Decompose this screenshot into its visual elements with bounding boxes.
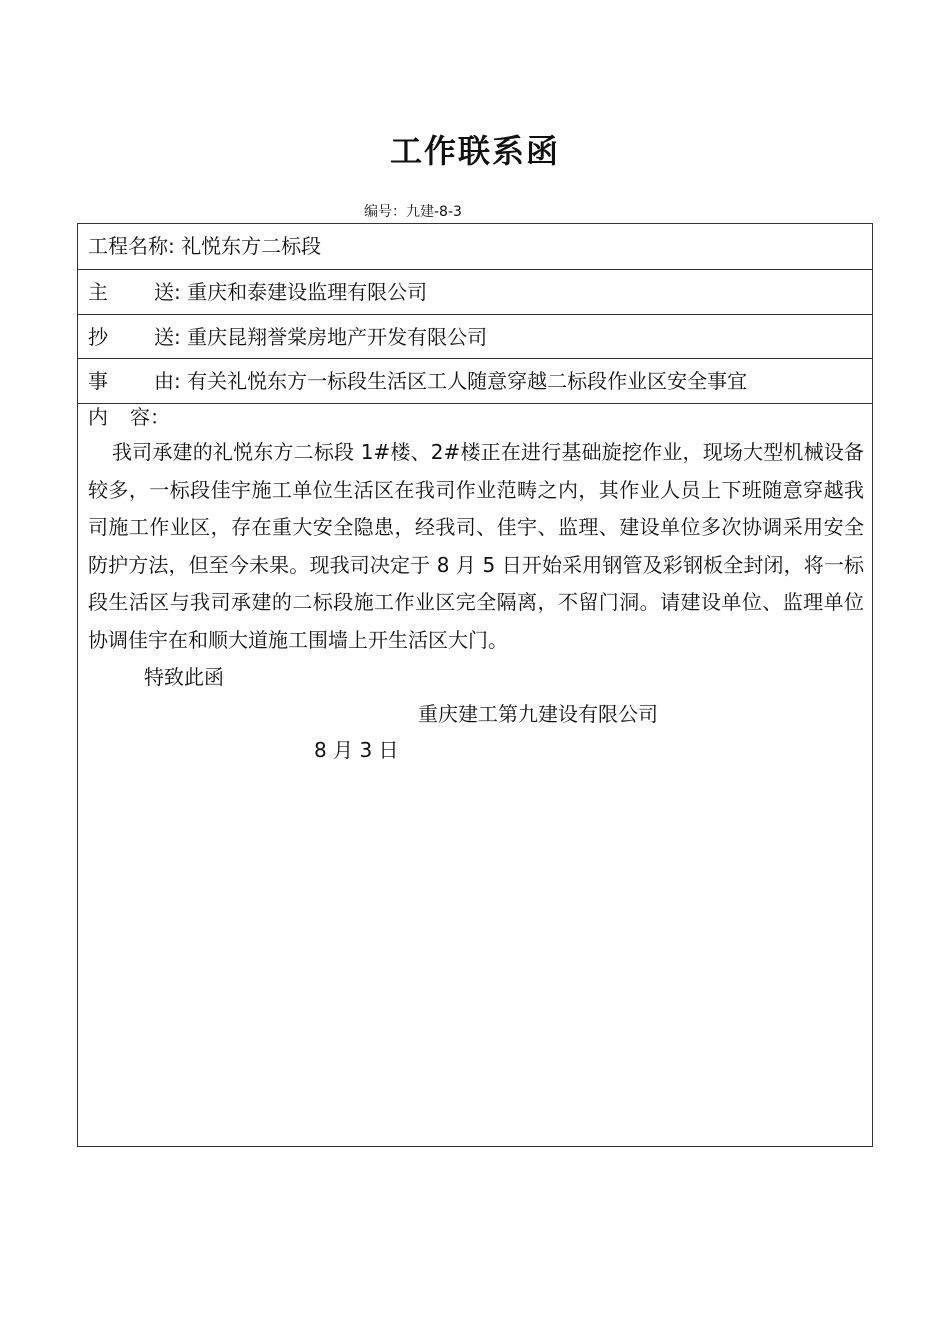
copy-to-row (78, 315, 872, 359)
subject-label-second: 由: (154, 369, 181, 393)
content-label-second: 容： (130, 405, 170, 429)
subject-row (78, 359, 872, 404)
main-recipient-row (78, 270, 872, 315)
subject-label-first: 事 (88, 369, 108, 393)
letter-date: 8 月 3 日 (314, 738, 399, 762)
closing-phrase: 特致此函 (144, 665, 224, 689)
project-name-value: 礼悦东方二标段 (174, 234, 322, 258)
content-label-first: 内 (88, 405, 108, 429)
copy-to-value: 重庆昆翔誉棠房地产开发有限公司 (180, 325, 488, 349)
project-name-label: 工程名称: (88, 234, 175, 258)
subject-value: 有关礼悦东方一标段生活区工人随意穿越二标段作业区安全事宜 (180, 369, 748, 393)
content-body-text: 我司承建的礼悦东方二标段 1#楼、2#楼正在进行基础旋挖作业，现场大型机械设备较多，一标段佳宇施工单位生活区在我司作业范畴之内，其作业人员上下班随意穿越我司施工作业区，存在重大安全隐患，经我司、佳宇、监理、建设单位多次协调采用安全防护方法，但至今未果。现我司决定于 8 月 5 日开始采用钢管及彩钢板全封闭，将一标段生活区与我司承建的二标段施工作业区完全隔离，不留门洞。请建设单位、监理单位协调佳宇在和顺大道施工围墙上开生活区大门。 (88, 440, 864, 652)
content-section (78, 404, 872, 768)
main-recipient-value: 重庆和泰建设监理有限公司 (180, 280, 428, 304)
sender-signature: 重庆建工第九建设有限公司 (418, 702, 658, 726)
project-name-row (78, 224, 872, 270)
copy-to-label-second: 送: (154, 325, 181, 349)
document-title: 工作联系函 (389, 132, 560, 170)
letter-form-table (77, 223, 873, 1147)
main-recipient-label-second: 送: (154, 280, 181, 304)
copy-to-label-first: 抄 (88, 325, 108, 349)
main-recipient-label-first: 主 (88, 280, 108, 304)
content-label (88, 404, 864, 434)
document-number: 编号：九建-8-3 (364, 204, 462, 220)
